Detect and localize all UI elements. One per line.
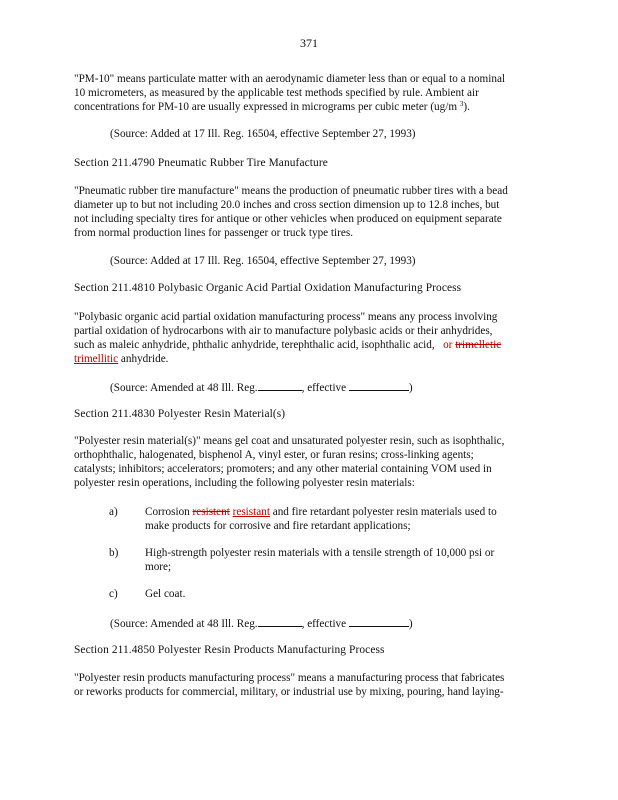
section-4850-heading: Section 211.4850 Polyester Resin Products Manufacturing Process bbox=[74, 644, 385, 656]
inserted-text-trimellitic: trimellitic bbox=[74, 353, 119, 365]
section-4810-source bbox=[110, 380, 510, 395]
section-4850-line-text: or reworks products for commercial, military bbox=[74, 686, 276, 698]
register-blank bbox=[258, 380, 302, 391]
section-4810-line-end: anhydride. bbox=[120, 353, 169, 365]
deleted-text-resistent: resistent bbox=[192, 506, 230, 518]
section-4830-line: catalysts; inhibitors; accelerators; promoters; and any other material containing VOM used in bbox=[74, 463, 492, 475]
pm10-line bbox=[74, 100, 544, 114]
section-4830-heading: Section 211.4830 Polyester Resin Material(s) bbox=[74, 408, 286, 420]
effective-date-blank bbox=[349, 616, 409, 627]
source-close: ) bbox=[408, 382, 413, 394]
item-a-text: Corrosion bbox=[145, 506, 190, 518]
list-label-b: b) bbox=[109, 547, 119, 559]
section-4830-line: orthophthalic, halogenated, bisphenol A, vinyl ester, or furan resins; cross-linking agents; bbox=[74, 449, 474, 461]
section-4810-line: partial oxidation of hydrocarbons with air to manufacture polybasic acids or their anhydrides, bbox=[74, 325, 493, 337]
section-4790-line: diameter up to but not including 20.0 inches and cross section dimension up to 12.8 inches, but bbox=[74, 199, 500, 211]
section-4790-line: "Pneumatic rubber tire manufacture" means the production of pneumatic rubber tires with a bead bbox=[74, 185, 508, 197]
effective-date-blank bbox=[349, 380, 409, 391]
item-a-line: make products for corrosive and fire retardant applications; bbox=[145, 520, 411, 532]
section-4850-line-end: or industrial use by mixing, pouring, hand laying- bbox=[278, 686, 504, 698]
section-4830-line: "Polyester resin material(s)" means gel coat and unsaturated polyester resin, such as isophthalic, bbox=[74, 435, 505, 447]
list-text-c bbox=[145, 587, 545, 601]
source-label: (Source: Amended at 48 Ill. Reg. bbox=[110, 382, 258, 394]
section-4810-line bbox=[74, 338, 544, 352]
item-a-text-end: and fire retardant polyester resin materials used to bbox=[272, 506, 497, 518]
section-4850-line bbox=[74, 685, 544, 699]
section-4790-line: not including specialty tires for antique or other vehicles when produced on equipment separate bbox=[74, 213, 502, 225]
source-effective-label: , effective bbox=[301, 618, 347, 630]
section-4790-line: from normal production lines for passenger or truck type tires. bbox=[74, 227, 353, 239]
section-4790-source: (Source: Added at 17 Ill. Reg. 16504, effective September 27, 1993) bbox=[110, 255, 416, 267]
source-close: ) bbox=[408, 618, 413, 630]
list-label-c: c) bbox=[109, 588, 118, 600]
page-number: 371 bbox=[300, 36, 318, 50]
pm10-line: 10 micrometers, as measured by the applicable test methods specified by rule. Ambient air bbox=[74, 87, 479, 99]
section-4850-line: "Polyester resin products manufacturing process" means a manufacturing process that fabricates bbox=[74, 672, 505, 684]
section-4810-line bbox=[74, 352, 544, 366]
deleted-text-trimelletic: trimelletic bbox=[455, 339, 502, 351]
item-b-line: High-strength polyester resin materials with a tensile strength of 10,000 psi or bbox=[145, 547, 495, 559]
item-c-line: Gel coat. bbox=[145, 588, 186, 600]
source-note-1: (Source: Added at 17 Ill. Reg. 16504, effective September 27, 1993) bbox=[110, 128, 416, 140]
superscript-3: 3 bbox=[459, 100, 464, 108]
source-effective-label: , effective bbox=[301, 382, 347, 394]
section-4790-body bbox=[74, 184, 544, 240]
section-4830-body bbox=[74, 434, 544, 490]
list-label-a: a) bbox=[109, 506, 118, 518]
inserted-comma: , bbox=[275, 686, 279, 698]
section-4830-source bbox=[110, 616, 510, 631]
source-label: (Source: Amended at 48 Ill. Reg. bbox=[110, 618, 258, 630]
pm10-definition bbox=[74, 72, 544, 114]
pm10-line-text: concentrations for PM-10 are usually expressed in micrograms per cubic meter (ug/m bbox=[74, 101, 458, 113]
pm10-line: "PM-10" means particulate matter with an aerodynamic diameter less than or equal to a nominal bbox=[74, 73, 506, 85]
section-4850-body bbox=[74, 671, 544, 699]
pm10-line-end: ). bbox=[463, 101, 470, 113]
inserted-text-resistant: resistant bbox=[232, 506, 270, 518]
section-4830-line: polyester resin operations, including the following polyester resin materials: bbox=[74, 477, 415, 489]
list-text-b bbox=[145, 546, 545, 574]
section-4810-body bbox=[74, 310, 544, 366]
list-text-a bbox=[145, 505, 545, 533]
section-4790-heading: Section 211.4790 Pneumatic Rubber Tire Manufacture bbox=[74, 157, 328, 169]
section-4810-line: "Polybasic organic acid partial oxidation manufacturing process" means any process involving bbox=[74, 311, 498, 323]
section-4810-heading: Section 211.4810 Polybasic Organic Acid Partial Oxidation Manufacturing Process bbox=[74, 282, 462, 294]
item-b-line: more; bbox=[145, 561, 172, 573]
register-blank bbox=[258, 616, 302, 627]
inserted-text-or: or bbox=[443, 339, 453, 351]
section-4810-line-text: such as maleic anhydride, phthalic anhydride, terephthalic acid, isophthalic acid, bbox=[74, 339, 435, 351]
